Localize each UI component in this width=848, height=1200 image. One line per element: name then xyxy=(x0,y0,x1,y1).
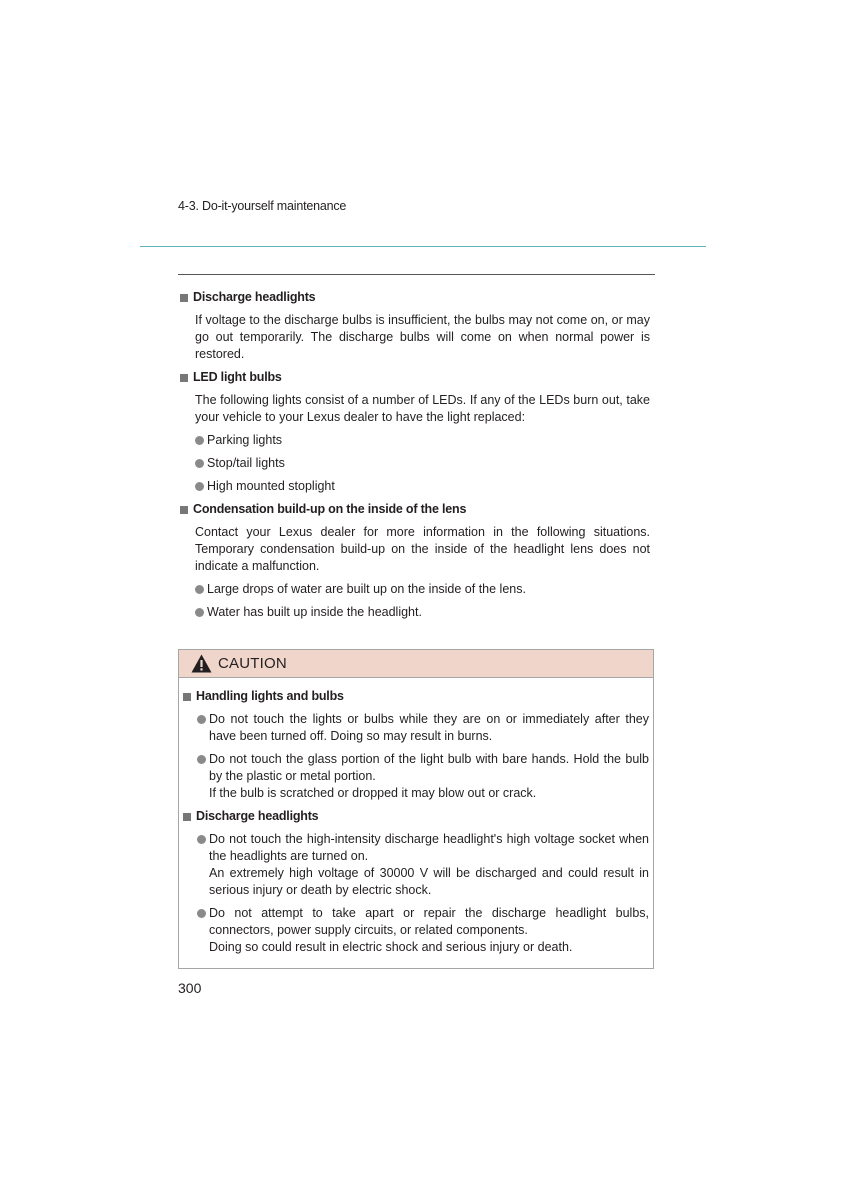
list-item: Do not touch the lights or bulbs while they are on or immediately after they have been turned off. Doing so may result in burns. xyxy=(197,711,649,745)
square-bullet-icon xyxy=(180,506,188,514)
circle-bullet-icon xyxy=(197,835,206,844)
list-item: Parking lights xyxy=(195,432,650,449)
list-item: Water has built up inside the headlight. xyxy=(195,604,650,621)
square-bullet-icon xyxy=(180,294,188,302)
section-header: 4-3. Do-it-yourself maintenance xyxy=(178,199,347,213)
circle-bullet-icon xyxy=(197,715,206,724)
circle-bullet-icon xyxy=(195,436,204,445)
section-heading: Condensation build-up on the inside of the lens xyxy=(180,501,650,518)
square-bullet-icon xyxy=(183,813,191,821)
circle-bullet-icon xyxy=(195,459,204,468)
warning-icon xyxy=(191,654,212,673)
circle-bullet-icon xyxy=(195,585,204,594)
section-heading: LED light bulbs xyxy=(180,369,650,386)
section-paragraph: Contact your Lexus dealer for more information in the following situations. Temporary condensation build-up on the inside of the headlight lens does not indicate a malfunction. xyxy=(195,525,650,573)
circle-bullet-icon xyxy=(195,608,204,617)
list-item: Do not touch the high-intensity discharge headlight's high voltage socket when the headlights are turned on. An extremely high voltage of 30000 V will be discharged and could result in serious injury or death by electric shock. xyxy=(197,831,649,899)
caution-box xyxy=(178,649,654,969)
circle-bullet-icon xyxy=(195,482,204,491)
caution-header xyxy=(179,650,653,678)
circle-bullet-icon xyxy=(197,755,206,764)
section-paragraph: If voltage to the discharge bulbs is insufficient, the bulbs may not come on, or may go out temporarily. The discharge bulbs will come on when normal power is restored. xyxy=(195,313,650,361)
caution-section-heading: Discharge headlights xyxy=(183,808,649,825)
circle-bullet-icon xyxy=(197,909,206,918)
list-item: High mounted stoplight xyxy=(195,478,650,495)
page-number: 300 xyxy=(178,980,202,996)
square-bullet-icon xyxy=(180,374,188,382)
section-paragraph: The following lights consist of a number of LEDs. If any of the LEDs burn out, take your vehicle to your Lexus dealer to have the light replaced: xyxy=(195,393,650,424)
section-heading: Discharge headlights xyxy=(180,289,650,306)
list-item: Do not attempt to take apart or repair the discharge headlight bulbs, connectors, power supply circuits, or related components. Doing so could result in electric shock and serious injury or death. xyxy=(197,905,649,956)
caution-content xyxy=(179,678,653,956)
caution-title: CAUTION xyxy=(218,655,287,672)
caution-section-heading: Handling lights and bulbs xyxy=(183,688,649,705)
main-content xyxy=(180,289,650,627)
list-item: Do not touch the glass portion of the light bulb with bare hands. Hold the bulb by the plastic or metal portion. If the bulb is scratched or dropped it may blow out or crack. xyxy=(197,751,649,802)
content-top-divider xyxy=(178,274,655,275)
list-item: Large drops of water are built up on the inside of the lens. xyxy=(195,581,650,598)
square-bullet-icon xyxy=(183,693,191,701)
header-divider xyxy=(140,246,706,247)
list-item: Stop/tail lights xyxy=(195,455,650,472)
